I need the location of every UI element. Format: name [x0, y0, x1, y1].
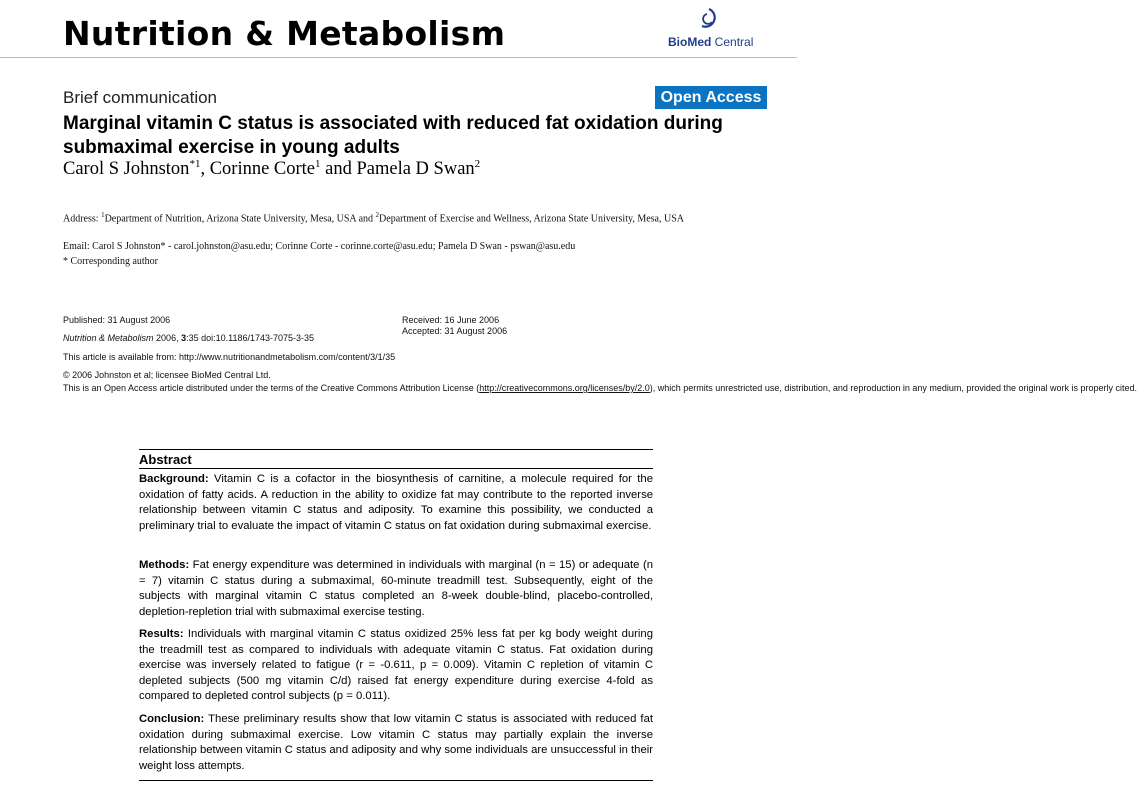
abstract-methods: Methods: Fat energy expenditure was determined in individuals with marginal (n = 15) or adequate (n = 7) vitamin C status during a submaximal, 60-minute treadmill test. Subsequently, eight of the subjects with marginal vitamin C status completed an 8-week double-blind, placebo-controlled, depletion-repletion trial with submaximal exercise testing.	[139, 559, 653, 618]
abstract-conclusion: Conclusion: These preliminary results show that low vitamin C status is associated with reduced fat oxidation during submaximal exercise. Low vitamin C status may partially explain the inverse relationship between vitamin C status and adiposity and why some individuals are unsuccessful in their weight loss attempts.	[139, 713, 653, 772]
author-name: Corinne Corte	[209, 159, 316, 180]
article-type: Brief communication	[63, 88, 218, 107]
author-emails: Email: Carol S Johnston* - carol.johnston@asu.edu; Corinne Corte - corinne.corte@asu.edu; Pamela D Swan - pswan@asu.edu	[63, 241, 576, 252]
received-accepted-dates	[402, 315, 507, 337]
license-link[interactable]: http://creativecommons.org/licenses/by/2.0	[479, 383, 650, 393]
accepted-date: Accepted: 31 August 2006	[402, 326, 508, 336]
received-date: Received: 16 June 2006	[402, 315, 500, 325]
publisher-name: BioMed Central	[668, 35, 754, 49]
abstract-bottom-rule	[139, 780, 653, 781]
biomed-central-logo-icon	[697, 6, 721, 32]
author-name: Carol S Johnston	[63, 159, 190, 180]
abstract-top-rule	[139, 449, 653, 450]
author-name: Pamela D Swan	[356, 159, 475, 180]
citation: Nutrition & Metabolism 2006, 3:35 doi:10.1186/1743-7075-3-35	[63, 333, 315, 343]
copyright-line: © 2006 Johnston et al; licensee BioMed Central Ltd.	[63, 370, 271, 380]
header-divider	[0, 57, 797, 58]
author-affiliation: *1	[189, 158, 201, 170]
author-separator: ,	[200, 159, 210, 180]
published-date: Published: 31 August 2006	[63, 315, 171, 325]
author-affiliation: 1	[315, 158, 321, 170]
license-text: This is an Open Access article distributed under the terms of the Creative Commons Attribution License (http://creativecommons.org/licenses/by/2.0), which permits unrestricted use, distribution, and reproduction in any medium, provided the original work is properly cited.	[63, 383, 1137, 393]
article-url[interactable]: This article is available from: http://www.nutritionandmetabolism.com/content/3/1/35	[63, 352, 396, 362]
author-affiliation: 2	[474, 158, 481, 170]
journal-title: Nutrition & Metabolism	[63, 14, 506, 53]
abstract-heading-rule	[139, 468, 653, 469]
open-access-badge: Open Access	[655, 86, 767, 109]
publisher-logo	[668, 6, 768, 50]
article-title: Marginal vitamin C status is associated with reduced fat oxidation during submaximal exercise in young adults	[63, 113, 723, 158]
author-separator: and	[320, 159, 357, 180]
author-list	[63, 158, 480, 180]
abstract-results: Results: Individuals with marginal vitamin C status oxidized 25% less fat per kg body weight during the treadmill test as compared to individuals with adequate vitamin C status. Fat oxidation during exercise was inversely related to fatigue (r = -0.611, p = 0.009). Vitamin C repletion of vitamin C depleted subjects (500 mg vitamin C/d) raised fat energy expenditure during exercise 4-fold as compared to depleted control subjects (p = 0.011).	[139, 628, 653, 703]
corresponding-author-note: * Corresponding author	[63, 256, 158, 267]
author-address: Address: $^1$Department of Nutrition, Arizona State University, Mesa, USA and $^2$Department of Exercise and Wellness, Arizona State University, Mesa, USA	[63, 211, 684, 225]
abstract-background: Background: Vitamin C is a cofactor in the biosynthesis of carnitine, a molecule required for the oxidation of fatty acids. A reduction in the ability to oxidize fat may contribute to the reported inverse relationship between vitamin C status and adiposity. To examine this possibility, we conducted a preliminary trial to evaluate the impact of vitamin C status on fat oxidation during submaximal exercise.	[139, 473, 653, 532]
abstract-heading: Abstract	[139, 452, 192, 467]
